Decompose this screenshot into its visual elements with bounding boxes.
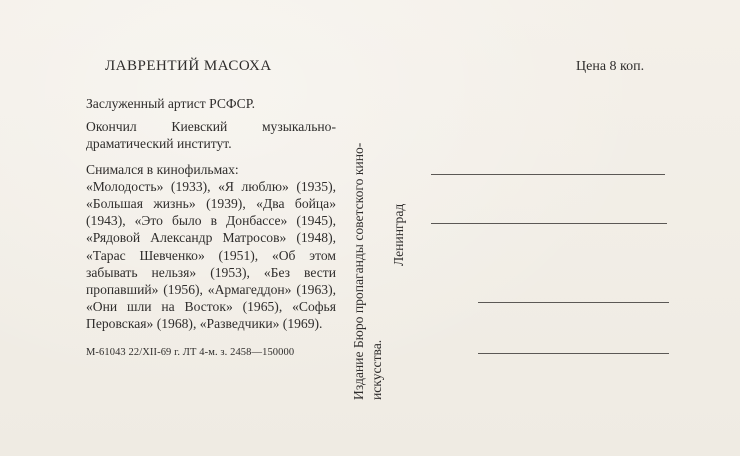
actor-title: Заслуженный артист РСФСР.: [86, 96, 255, 111]
publisher-city: Ленинград: [391, 203, 406, 266]
publisher-line-2: искусства.: [369, 339, 384, 400]
address-line: [431, 174, 665, 175]
publisher-line-1: Издание Бюро пропаганды советского кино-: [351, 142, 366, 400]
address-line: [478, 302, 669, 303]
price-label: Цена 8 коп.: [576, 59, 645, 74]
actor-name: ЛАВРЕНТИЙ МАСОХА: [105, 58, 272, 74]
address-line: [431, 223, 667, 224]
address-line: [478, 353, 669, 354]
actor-info: [86, 58, 336, 368]
films-heading: Снимался в кинофильмах:: [86, 161, 239, 177]
filmography: «Молодость» (1933), «Я люблю» (1935), «Большая жизнь» (1939), «Два бойца» (1943), «Это было в Донбассе» (1945), «Рядовой Александр Матросов» (1948), «Тарас Шевченко» (1951), «Об этом забывать нельзя» (1953), «Без вести пропавший» (1956), «Армагеддон» (1963), «Они шли на Восток» (1965), «Софья Перовская» (1968), «Разведчики» (1969).: [86, 178, 336, 332]
actor-education: Окончил Киевский музыкально-драматический институт.: [86, 119, 336, 152]
print-imprint: М-61043 22/XII-69 г. ЛТ 4-м. з. 2458—150000: [86, 346, 295, 358]
